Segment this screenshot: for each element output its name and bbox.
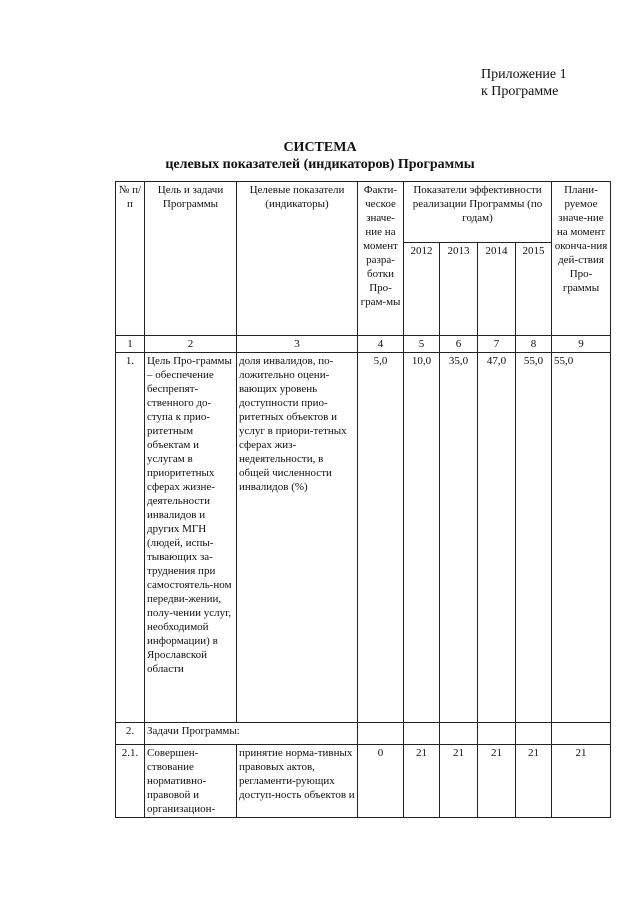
- row-num: 2.: [116, 723, 145, 745]
- column-numbers-row: [116, 336, 611, 353]
- row-num: 2.1.: [116, 745, 145, 818]
- row-num: 1.: [116, 353, 145, 723]
- row-goal: Цель Про-граммы – обеспечение беспрепят-ственного до-ступа к прио-ритетным объектам и услугам в приоритетных сферах жизне-деятельности инвалидов и других МГН (людей, испы-тывающих за-труднения при самостоятель-ном передви-жении, полу-чении услуг, необходимой информации) в Ярославской области: [145, 353, 237, 723]
- empty-cell: [478, 723, 516, 745]
- row-planned: 55,0: [552, 353, 611, 723]
- year-2012: 2012: [404, 243, 440, 336]
- col-number-9: 9: [552, 336, 611, 353]
- header-row: [116, 182, 611, 243]
- empty-cell: [516, 723, 552, 745]
- empty-cell: [404, 723, 440, 745]
- table-row-goal: [116, 353, 611, 723]
- table-row-task-2-1: [116, 745, 611, 818]
- header-planned: Плани-руемое значе-ние на момент оконча-ния дей-ствия Про-граммы: [552, 182, 611, 336]
- header-efficiency: Показатели эффективности реализации Программы (по годам): [404, 182, 552, 243]
- year-2015: 2015: [516, 243, 552, 336]
- col-number-8: 8: [516, 336, 552, 353]
- row-2014: 21: [478, 745, 516, 818]
- document-title: [0, 139, 640, 173]
- row-indicator: доля инвалидов, по-ложительно оцени-вающих уровень доступности прио-ритетных объектов и услуг в приори-тетных сферах жиз-недеятельности, в общей численности инвалидов (%): [237, 353, 358, 723]
- row-actual: 0: [358, 745, 404, 818]
- row-2013: 35,0: [440, 353, 478, 723]
- appendix-line-1: Приложение 1: [481, 67, 567, 82]
- row-indicator: принятие норма-тивных правовых актов, регламенти-рующих доступ-ность объектов и: [237, 745, 358, 818]
- empty-cell: [552, 723, 611, 745]
- header-indicators: Целевые показатели (индикаторы): [237, 182, 358, 336]
- empty-cell: [440, 723, 478, 745]
- appendix-note: [481, 66, 567, 100]
- title-line-2: целевых показателей (индикаторов) Программы: [165, 157, 475, 172]
- row-2015: 55,0: [516, 353, 552, 723]
- row-label: Задачи Программы:: [145, 723, 358, 745]
- row-2014: 47,0: [478, 353, 516, 723]
- col-number-6: 6: [440, 336, 478, 353]
- header-actual: Факти-ческое значе-ние на момент разра-ботки Про-грам-мы: [358, 182, 404, 336]
- table-row-tasks: [116, 723, 611, 745]
- year-2014: 2014: [478, 243, 516, 336]
- row-2013: 21: [440, 745, 478, 818]
- row-goal: Совершен-ствование нормативно-правовой и организацион-: [145, 745, 237, 818]
- year-2013: 2013: [440, 243, 478, 336]
- row-actual: 5,0: [358, 353, 404, 723]
- row-planned: 21: [552, 745, 611, 818]
- empty-cell: [358, 723, 404, 745]
- col-number-1: 1: [116, 336, 145, 353]
- row-2012: 21: [404, 745, 440, 818]
- indicators-table: [115, 181, 611, 818]
- col-number-2: 2: [145, 336, 237, 353]
- header-goal: Цель и задачи Программы: [145, 182, 237, 336]
- col-number-5: 5: [404, 336, 440, 353]
- appendix-line-2: к Программе: [481, 84, 559, 99]
- title-line-1: СИСТЕМА: [283, 140, 357, 155]
- row-2015: 21: [516, 745, 552, 818]
- row-2012: 10,0: [404, 353, 440, 723]
- header-num: № п/п: [116, 182, 145, 336]
- col-number-7: 7: [478, 336, 516, 353]
- col-number-4: 4: [358, 336, 404, 353]
- col-number-3: 3: [237, 336, 358, 353]
